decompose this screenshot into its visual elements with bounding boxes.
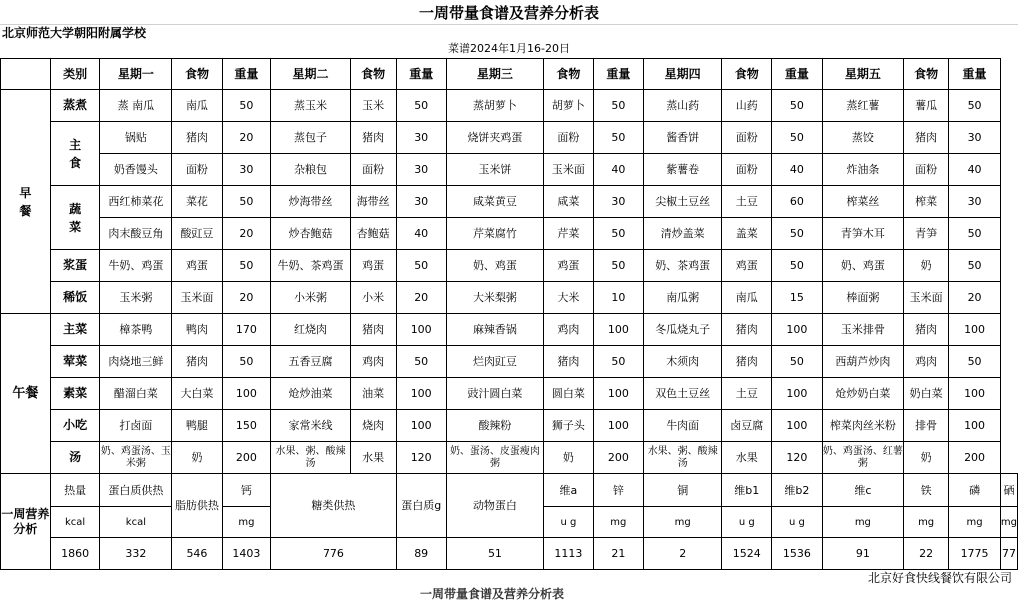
title-divider [0, 24, 1018, 25]
food-cell: 猪肉 [544, 346, 594, 378]
food-cell: 鸡肉 [350, 346, 396, 378]
weight-cell: 50 [772, 90, 823, 122]
weight-cell: 100 [949, 410, 1001, 442]
food-cell: 鸡蛋 [350, 250, 396, 282]
dish-cell: 清炒盖菜 [643, 218, 721, 250]
weight-cell: 50 [949, 346, 1001, 378]
weight-cell: 50 [593, 250, 643, 282]
weight-cell: 20 [222, 282, 271, 314]
food-cell: 奶白菜 [904, 378, 949, 410]
dish-cell: 蒸胡萝卜 [446, 90, 543, 122]
food-cell: 小米 [350, 282, 396, 314]
weight-cell: 30 [396, 186, 446, 218]
weight-cell: 10 [593, 282, 643, 314]
food-cell: 酸豇豆 [172, 218, 222, 250]
dish-cell: 肉末酸豆角 [100, 218, 172, 250]
dish-cell: 水果、粥、酸辣汤 [271, 442, 350, 474]
dish-cell: 樟茶鸭 [100, 314, 172, 346]
food-cell: 面粉 [904, 154, 949, 186]
dish-cell: 酱香饼 [643, 122, 721, 154]
nutrient-unit: u g [772, 507, 823, 538]
header-weight: 重量 [949, 59, 1001, 90]
weight-cell: 200 [222, 442, 271, 474]
food-cell: 卤豆腐 [722, 410, 772, 442]
food-cell: 大白菜 [172, 378, 222, 410]
food-cell: 面粉 [722, 122, 772, 154]
weight-cell: 20 [222, 218, 271, 250]
food-cell: 菜花 [172, 186, 222, 218]
dish-cell: 红烧肉 [271, 314, 350, 346]
dish-cell: 奶、茶鸡蛋 [643, 250, 721, 282]
dish-cell: 尖椒土豆丝 [643, 186, 721, 218]
dish-cell: 杂粮包 [271, 154, 350, 186]
weight-cell: 40 [772, 154, 823, 186]
dish-cell: 奶、鸡蛋汤、玉米粥 [100, 442, 172, 474]
nutrient-value: 89 [396, 538, 446, 570]
dish-cell: 奶、鸡蛋 [446, 250, 543, 282]
category-cell: 汤 [50, 442, 100, 474]
food-cell: 猪肉 [722, 314, 772, 346]
food-cell: 鸡蛋 [172, 250, 222, 282]
dish-cell: 冬瓜烧丸子 [643, 314, 721, 346]
weight-cell: 50 [222, 346, 271, 378]
nutrient-header: 铁 [904, 474, 949, 507]
food-cell: 土豆 [722, 378, 772, 410]
category-label: 蔬菜 [69, 201, 82, 234]
weight-cell: 15 [772, 282, 823, 314]
nutrient-unit: mg [822, 507, 903, 538]
category-cell: 小吃 [50, 410, 100, 442]
weight-cell: 50 [396, 346, 446, 378]
dish-cell: 玉米粥 [100, 282, 172, 314]
company-footer: 北京好食快线餐饮有限公司 [867, 571, 1012, 585]
nutrient-value: 22 [904, 538, 949, 570]
nutrient-header: 蛋白质g [396, 474, 446, 538]
weight-cell: 100 [949, 314, 1001, 346]
nutrient-unit: mg [643, 507, 721, 538]
breakfast-row-veg-1 [1, 186, 1018, 218]
corner-cell [1, 59, 51, 90]
food-cell: 面粉 [350, 154, 396, 186]
food-cell: 圆白菜 [544, 378, 594, 410]
nutrient-value: 2 [643, 538, 721, 570]
food-cell: 猪肉 [722, 346, 772, 378]
weight-cell: 100 [396, 410, 446, 442]
food-cell: 海带丝 [350, 186, 396, 218]
nutrient-value: 91 [822, 538, 903, 570]
nutrient-value: 1403 [222, 538, 271, 570]
weight-cell: 170 [222, 314, 271, 346]
header-row [1, 59, 1018, 90]
food-cell: 盖菜 [722, 218, 772, 250]
school-name: 北京师范大学朝阳附属学校 [2, 26, 147, 40]
weight-cell: 100 [593, 378, 643, 410]
dish-cell: 奶、鸡蛋 [822, 250, 903, 282]
food-cell: 大米 [544, 282, 594, 314]
menu-date: 菜谱2024年1月16-20日 [448, 42, 570, 55]
food-cell: 玉米面 [172, 282, 222, 314]
food-cell: 猪肉 [172, 122, 222, 154]
food-cell: 青笋 [904, 218, 949, 250]
dish-cell: 烧饼夹鸡蛋 [446, 122, 543, 154]
nutrition-header-row [1, 474, 1018, 507]
weight-cell: 50 [593, 122, 643, 154]
nutrient-header: 热量 [50, 474, 100, 507]
food-cell: 鸡蛋 [544, 250, 594, 282]
weight-cell: 50 [772, 122, 823, 154]
food-cell: 玉米面 [544, 154, 594, 186]
header-food: 食物 [172, 59, 222, 90]
dish-cell: 锅贴 [100, 122, 172, 154]
food-cell: 鸡肉 [544, 314, 594, 346]
header-weight: 重量 [396, 59, 446, 90]
dish-cell: 牛肉面 [643, 410, 721, 442]
header-food: 食物 [350, 59, 396, 90]
weight-cell: 30 [396, 154, 446, 186]
food-cell: 猪肉 [904, 122, 949, 154]
meal-breakfast [1, 90, 51, 314]
dish-cell: 棒面粥 [822, 282, 903, 314]
nutrient-header: 铜 [643, 474, 721, 507]
weight-cell: 30 [593, 186, 643, 218]
nutrient-value: 1536 [772, 538, 823, 570]
nutrient-unit: u g [722, 507, 772, 538]
category-cell: 稀饭 [50, 282, 100, 314]
weight-cell: 100 [396, 378, 446, 410]
dish-cell: 蒸山药 [643, 90, 721, 122]
dish-cell: 榨菜丝 [822, 186, 903, 218]
nutrient-unit: kcal [50, 507, 100, 538]
breakfast-row-porridge [1, 282, 1018, 314]
category-cell [50, 122, 100, 186]
menu-table [0, 58, 1018, 570]
header-food: 食物 [544, 59, 594, 90]
weight-cell: 50 [772, 346, 823, 378]
dish-cell: 紫薯卷 [643, 154, 721, 186]
food-cell: 面粉 [722, 154, 772, 186]
dish-cell: 牛奶、茶鸡蛋 [271, 250, 350, 282]
food-cell: 奶 [172, 442, 222, 474]
dish-cell: 炒杏鲍菇 [271, 218, 350, 250]
dish-cell: 青笋木耳 [822, 218, 903, 250]
dish-cell: 烂肉豇豆 [446, 346, 543, 378]
nutrient-header: 动物蛋白 [446, 474, 543, 538]
weight-cell: 30 [222, 154, 271, 186]
header-category: 类别 [50, 59, 100, 90]
weight-cell: 20 [949, 282, 1001, 314]
nutrient-unit: mg [593, 507, 643, 538]
nutrient-unit: mg [949, 507, 1001, 538]
food-cell: 杏鲍菇 [350, 218, 396, 250]
weight-cell: 50 [949, 90, 1001, 122]
weight-cell: 50 [593, 346, 643, 378]
breakfast-row-veg-2 [1, 218, 1018, 250]
nutrient-header: 锌 [593, 474, 643, 507]
weight-cell: 120 [396, 442, 446, 474]
lunch-row-meat [1, 346, 1018, 378]
nutrient-header: 维b1 [722, 474, 772, 507]
dish-cell: 木须肉 [643, 346, 721, 378]
lunch-row-main [1, 314, 1018, 346]
weight-cell: 50 [772, 218, 823, 250]
dish-cell: 炸油条 [822, 154, 903, 186]
nutrition-value-row [1, 538, 1018, 570]
dish-cell: 牛奶、鸡蛋 [100, 250, 172, 282]
nutrient-unit: mg [904, 507, 949, 538]
weight-cell: 100 [222, 378, 271, 410]
header-day-tue: 星期二 [271, 59, 350, 90]
dish-cell: 玉米排骨 [822, 314, 903, 346]
dish-cell: 麻辣香锅 [446, 314, 543, 346]
category-cell: 浆蛋 [50, 250, 100, 282]
food-cell: 油菜 [350, 378, 396, 410]
nutrient-header: 糖类供热 [271, 474, 396, 538]
header-day-fri: 星期五 [822, 59, 903, 90]
dish-cell: 蒸红薯 [822, 90, 903, 122]
weight-cell: 50 [396, 250, 446, 282]
lunch-row-snack [1, 410, 1018, 442]
dish-cell: 咸菜黄豆 [446, 186, 543, 218]
category-cell: 素菜 [50, 378, 100, 410]
header-day-wed: 星期三 [446, 59, 543, 90]
weight-cell: 50 [222, 186, 271, 218]
header-weight: 重量 [772, 59, 823, 90]
meal-label: 早餐 [19, 185, 32, 218]
food-cell: 鸡肉 [904, 346, 949, 378]
nutrient-value: 51 [446, 538, 543, 570]
weight-cell: 50 [772, 250, 823, 282]
weight-cell: 100 [593, 410, 643, 442]
food-cell: 排骨 [904, 410, 949, 442]
dish-cell: 西葫芦炒肉 [822, 346, 903, 378]
nutrient-header: 维a [544, 474, 594, 507]
dish-cell: 南瓜粥 [643, 282, 721, 314]
header-weight: 重量 [593, 59, 643, 90]
food-cell: 奶 [904, 250, 949, 282]
food-cell: 南瓜 [172, 90, 222, 122]
dish-cell: 醋溜白菜 [100, 378, 172, 410]
food-cell: 烧肉 [350, 410, 396, 442]
nutrition-label: 一周营养分析 [1, 474, 51, 570]
nutrient-value: 1524 [722, 538, 772, 570]
page-title: 一周带量食谱及营养分析表 [418, 4, 599, 22]
weight-cell: 30 [396, 122, 446, 154]
nutrient-header: 钙 [222, 474, 271, 507]
food-cell: 面粉 [544, 122, 594, 154]
dish-cell: 小米粥 [271, 282, 350, 314]
food-cell: 南瓜 [722, 282, 772, 314]
dish-cell: 打卤面 [100, 410, 172, 442]
weight-cell: 50 [222, 90, 271, 122]
food-cell: 咸菜 [544, 186, 594, 218]
weight-cell: 60 [772, 186, 823, 218]
food-cell: 玉米 [350, 90, 396, 122]
weight-cell: 50 [593, 218, 643, 250]
dish-cell: 五香豆腐 [271, 346, 350, 378]
weight-cell: 100 [772, 378, 823, 410]
food-cell: 猪肉 [172, 346, 222, 378]
food-cell: 猪肉 [904, 314, 949, 346]
nutrient-header: 维b2 [772, 474, 823, 507]
food-cell: 水果 [350, 442, 396, 474]
food-cell: 面粉 [172, 154, 222, 186]
nutrient-value: 776 [271, 538, 396, 570]
header-weight: 重量 [222, 59, 271, 90]
weight-cell: 20 [222, 122, 271, 154]
dish-cell: 豉汁圆白菜 [446, 378, 543, 410]
weight-cell: 200 [949, 442, 1001, 474]
nutrient-header: 蛋白质供热 [100, 474, 172, 507]
nutrient-header: 硒 [1000, 474, 1017, 507]
cut-off-title: 一周带量食谱及营养分析表 [420, 587, 565, 601]
nutrient-header: 脂肪供热 [172, 474, 222, 538]
weight-cell: 40 [593, 154, 643, 186]
breakfast-row-staple-2 [1, 154, 1018, 186]
food-cell: 狮子头 [544, 410, 594, 442]
category-cell: 荤菜 [50, 346, 100, 378]
food-cell: 薯瓜 [904, 90, 949, 122]
nutrient-unit: u g [544, 507, 594, 538]
food-cell: 土豆 [722, 186, 772, 218]
food-cell: 鸭肉 [172, 314, 222, 346]
weight-cell: 50 [396, 90, 446, 122]
weight-cell: 50 [949, 218, 1001, 250]
dish-cell: 西红柿菜花 [100, 186, 172, 218]
lunch-row-soup [1, 442, 1018, 474]
food-cell: 鸡蛋 [722, 250, 772, 282]
nutrient-value: 546 [172, 538, 222, 570]
food-cell: 奶 [544, 442, 594, 474]
category-label: 主食 [69, 137, 82, 170]
food-cell: 猪肉 [350, 122, 396, 154]
dish-cell: 家常米线 [271, 410, 350, 442]
dish-cell: 奶香馒头 [100, 154, 172, 186]
dish-cell: 水果、粥、酸辣汤 [643, 442, 721, 474]
nutrient-value: 1113 [544, 538, 594, 570]
food-cell: 榨菜 [904, 186, 949, 218]
food-cell: 奶 [904, 442, 949, 474]
weight-cell: 100 [593, 314, 643, 346]
weight-cell: 40 [396, 218, 446, 250]
nutrient-value: 21 [593, 538, 643, 570]
weight-cell: 100 [396, 314, 446, 346]
weight-cell: 200 [593, 442, 643, 474]
header-day-thu: 星期四 [643, 59, 721, 90]
nutrient-value: 1775 [949, 538, 1001, 570]
breakfast-row-milk-egg [1, 250, 1018, 282]
weight-cell: 30 [949, 122, 1001, 154]
dish-cell: 奶、蛋汤、皮蛋瘦肉粥 [446, 442, 543, 474]
breakfast-row-staple-1 [1, 122, 1018, 154]
header-day-mon: 星期一 [100, 59, 172, 90]
weight-cell: 30 [949, 186, 1001, 218]
dish-cell: 蒸包子 [271, 122, 350, 154]
food-cell: 鸭腿 [172, 410, 222, 442]
weight-cell: 40 [949, 154, 1001, 186]
nutrient-value: 332 [100, 538, 172, 570]
food-cell: 玉米面 [904, 282, 949, 314]
dish-cell: 蒸 南瓜 [100, 90, 172, 122]
dish-cell: 双色土豆丝 [643, 378, 721, 410]
food-cell: 山药 [722, 90, 772, 122]
food-cell: 水果 [722, 442, 772, 474]
header-food: 食物 [722, 59, 772, 90]
dish-cell: 玉米饼 [446, 154, 543, 186]
nutrient-header: 磷 [949, 474, 1001, 507]
weight-cell: 150 [222, 410, 271, 442]
weight-cell: 120 [772, 442, 823, 474]
category-cell [50, 186, 100, 250]
nutrient-unit: mg [1000, 507, 1017, 538]
weight-cell: 100 [772, 410, 823, 442]
nutrient-unit: kcal [100, 507, 172, 538]
weight-cell: 20 [396, 282, 446, 314]
dish-cell: 炒海带丝 [271, 186, 350, 218]
dish-cell: 大米梨粥 [446, 282, 543, 314]
breakfast-row-steamed [1, 90, 1018, 122]
header-food: 食物 [904, 59, 949, 90]
dish-cell: 榨菜肉丝米粉 [822, 410, 903, 442]
food-cell: 芹菜 [544, 218, 594, 250]
weight-cell: 50 [222, 250, 271, 282]
nutrient-header: 维c [822, 474, 903, 507]
dish-cell: 芹菜腐竹 [446, 218, 543, 250]
food-cell: 猪肉 [350, 314, 396, 346]
category-cell: 蒸煮 [50, 90, 100, 122]
weight-cell: 100 [949, 378, 1001, 410]
dish-cell: 奶、鸡蛋汤、红薯粥 [822, 442, 903, 474]
weight-cell: 50 [949, 250, 1001, 282]
nutrient-value: 77 [1000, 538, 1017, 570]
food-cell: 胡萝卜 [544, 90, 594, 122]
nutrient-unit: mg [222, 507, 271, 538]
dish-cell: 炝炒奶白菜 [822, 378, 903, 410]
category-cell: 主菜 [50, 314, 100, 346]
nutrient-value: 1860 [50, 538, 100, 570]
lunch-row-veg [1, 378, 1018, 410]
dish-cell: 酸辣粉 [446, 410, 543, 442]
weight-cell: 50 [593, 90, 643, 122]
dish-cell: 肉烧地三鲜 [100, 346, 172, 378]
weight-cell: 100 [772, 314, 823, 346]
dish-cell: 炝炒油菜 [271, 378, 350, 410]
meal-lunch: 午餐 [1, 314, 51, 474]
dish-cell: 蒸玉米 [271, 90, 350, 122]
dish-cell: 蒸饺 [822, 122, 903, 154]
